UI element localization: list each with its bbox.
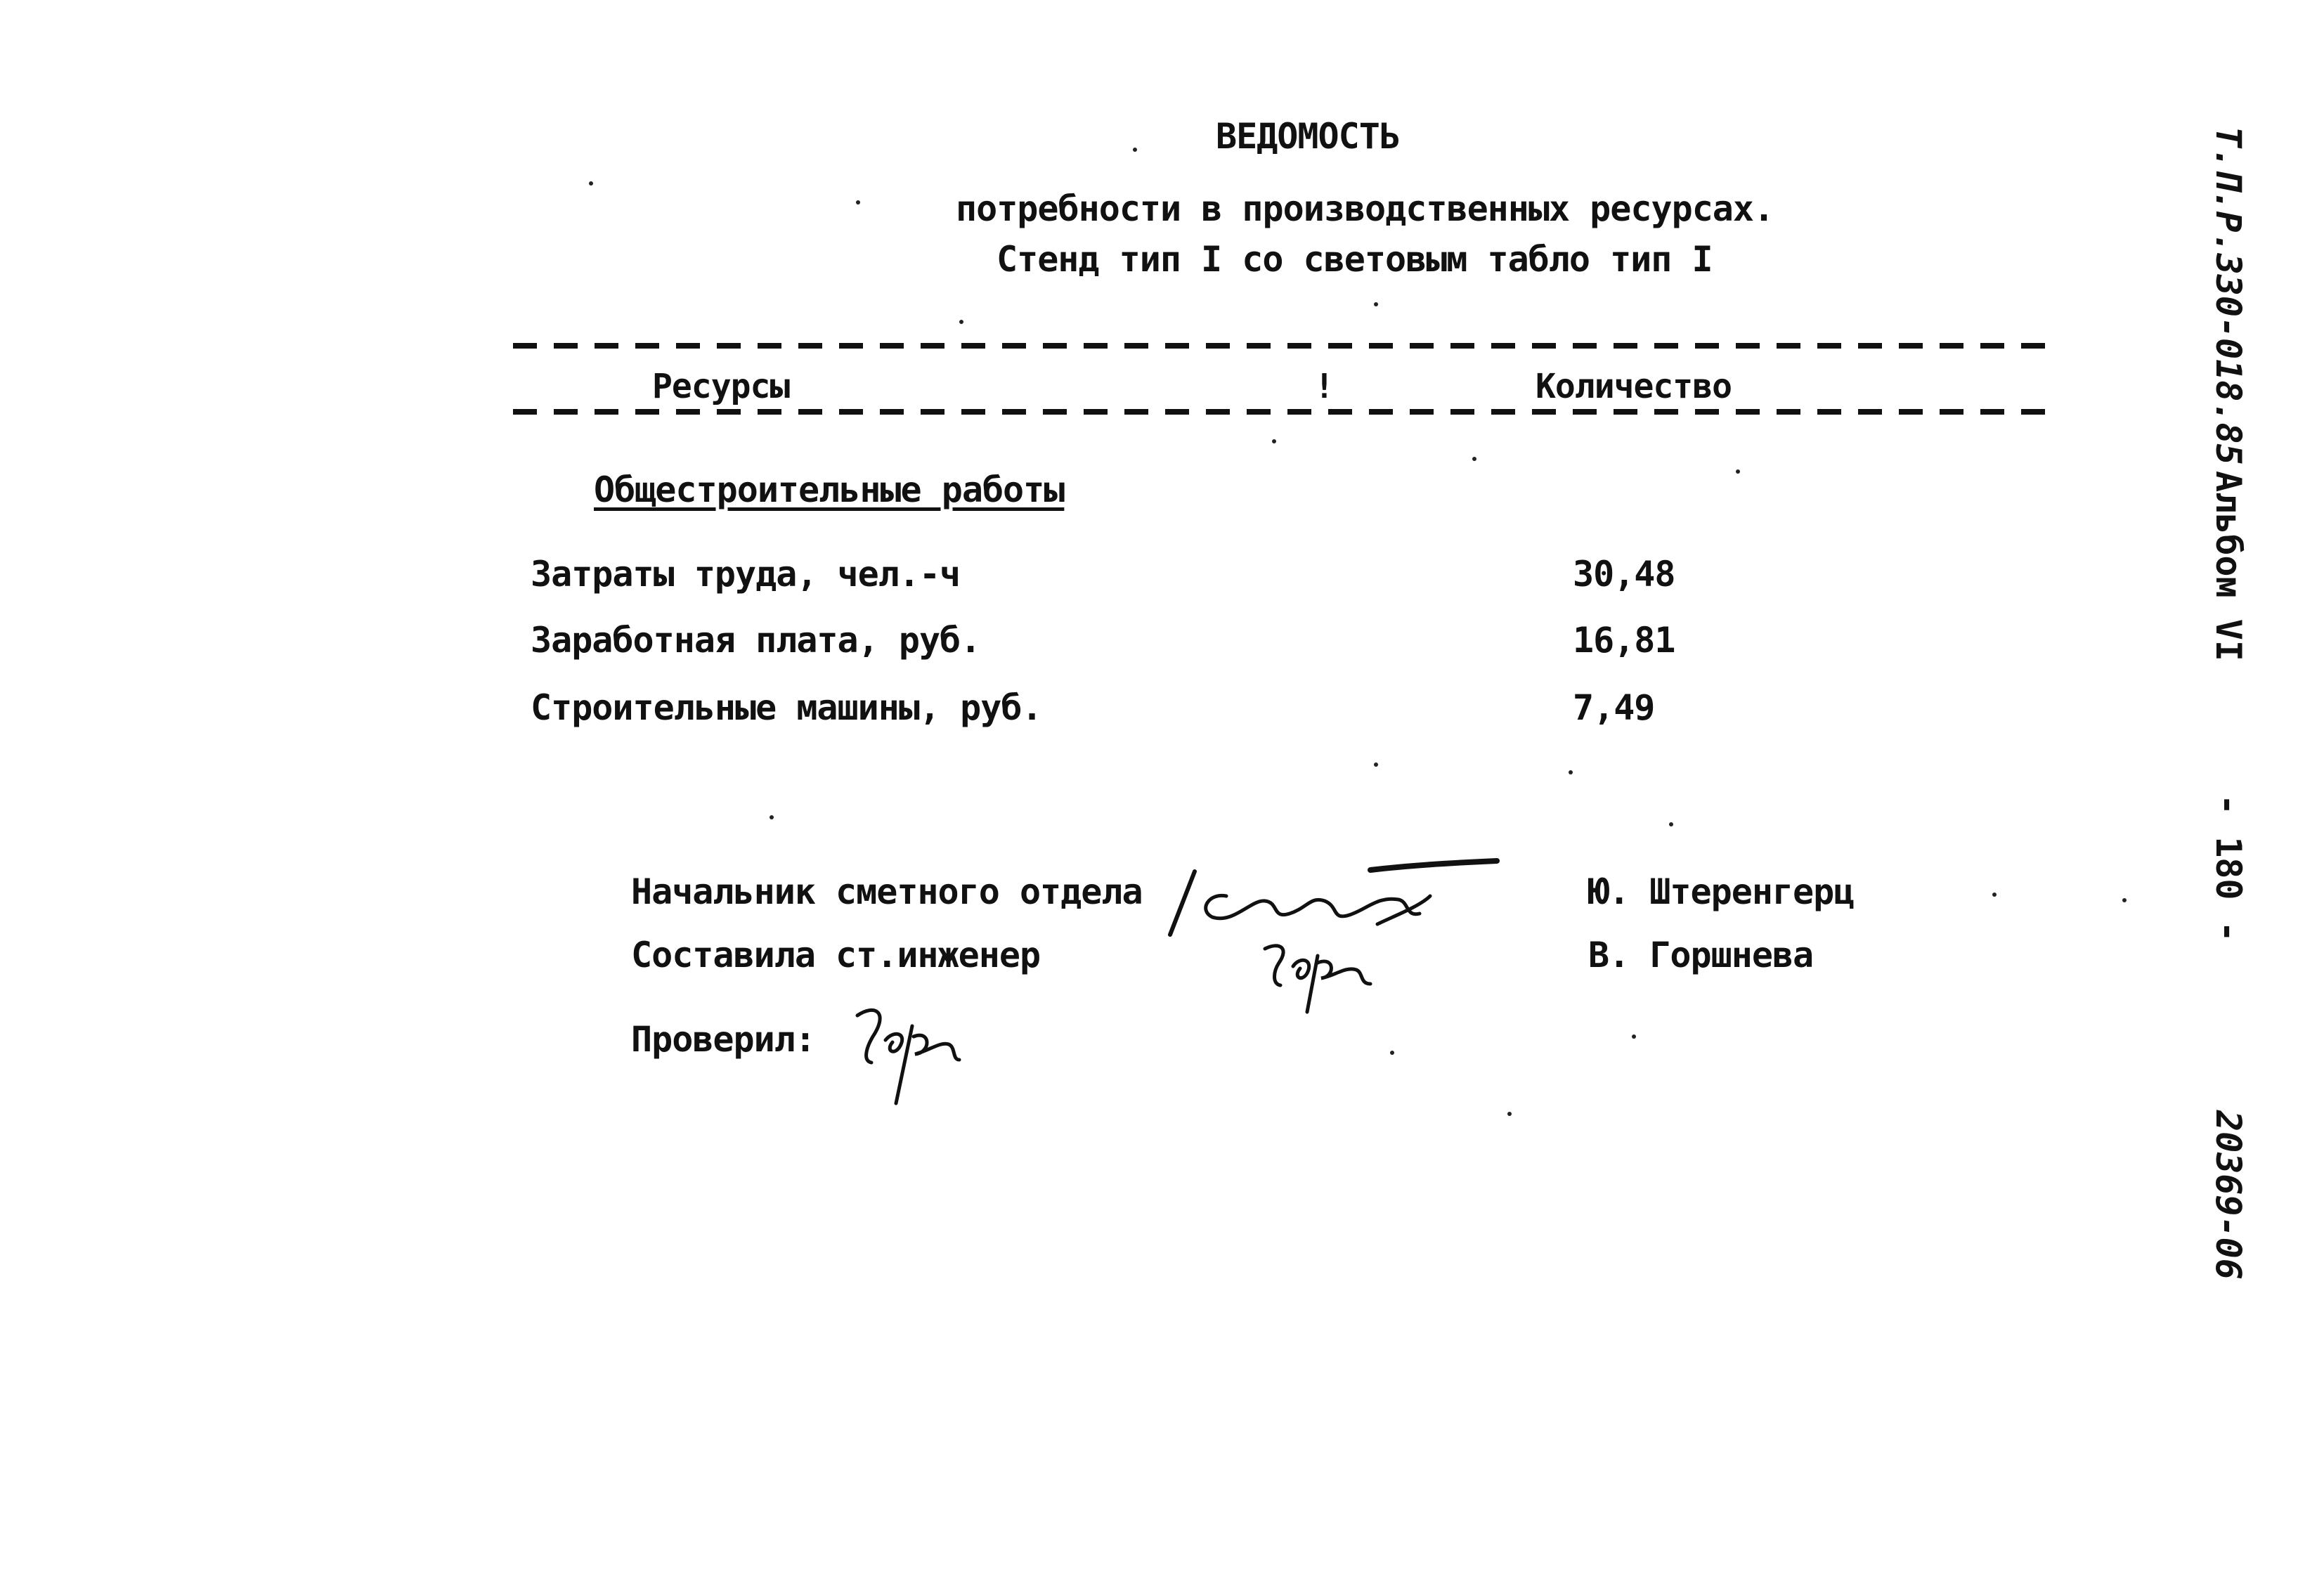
document-subtitle-line1: потребности в производственных ресурсах.: [956, 188, 1774, 229]
table-row-value: 16,81: [1573, 620, 1675, 661]
table-row-label: Затраты труда, чел.-ч: [531, 554, 961, 595]
scan-speck: [589, 181, 593, 186]
margin-page-number: - 180 -: [2208, 794, 2249, 942]
checked-by-label: Проверил:: [631, 1019, 815, 1060]
column-header-separator: !: [1314, 367, 1334, 406]
section-title: Общестроительные работы: [594, 469, 1065, 510]
scan-speck: [1992, 893, 1997, 897]
scan-speck: [1736, 469, 1740, 474]
checked-by-signature: [843, 998, 963, 1110]
table-top-rule: [513, 343, 2059, 349]
scan-speck: [856, 200, 860, 205]
margin-document-code: Т.П.Р.330-018.85: [2208, 126, 2249, 465]
scan-speck: [1374, 762, 1378, 767]
scan-speck: [1669, 822, 1673, 826]
scan-speck: [770, 815, 774, 819]
table-row-value: 7,49: [1573, 687, 1655, 728]
head-of-department-name: Ю. Штеренгерц: [1588, 871, 1855, 912]
compiler-label: Составила ст.инженер: [631, 935, 1041, 975]
margin-archive-number: 20369-06: [2208, 1110, 2249, 1280]
table-row-value: 30,48: [1573, 554, 1675, 595]
scan-speck: [1507, 1112, 1512, 1116]
scan-speck: [1632, 1034, 1636, 1039]
margin-album: Альбом VI: [2208, 471, 2249, 661]
compiler-name: В. Горшнева: [1588, 935, 1814, 975]
scan-speck: [1569, 770, 1573, 774]
column-header-resource: Ресурсы: [652, 367, 790, 406]
scan-speck: [1272, 439, 1276, 443]
scan-speck: [1390, 1051, 1394, 1055]
table-row-label: Заработная плата, руб.: [531, 620, 981, 661]
head-of-department-label: Начальник сметного отдела: [631, 871, 1143, 912]
compiler-signature: [1258, 935, 1377, 1019]
table-row-label: Строительные машины, руб.: [531, 687, 1042, 728]
table-header-rule: [513, 409, 2059, 415]
column-header-quantity: Количество: [1536, 367, 1732, 406]
scan-speck: [959, 320, 963, 324]
scan-speck: [1133, 148, 1137, 152]
scan-speck: [2122, 898, 2127, 902]
document-subtitle-line2: Стенд тип I со световым табло тип I: [997, 239, 1713, 280]
scan-speck: [1374, 302, 1378, 306]
scan-speck: [1472, 457, 1476, 461]
document-title: ВЕДОМОСТЬ: [1216, 116, 1400, 157]
